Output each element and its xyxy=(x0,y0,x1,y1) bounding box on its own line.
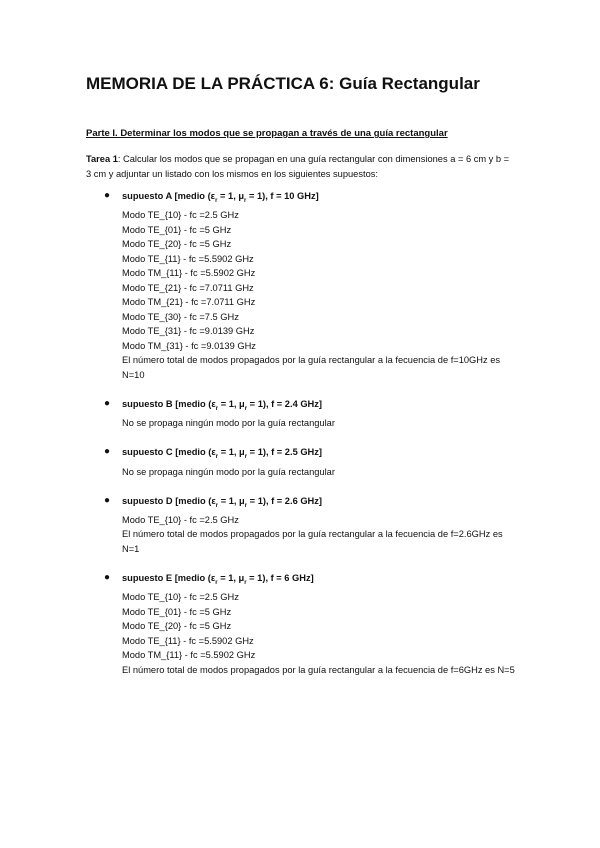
mode-line: No se propaga ningún modo por la guía rectangular xyxy=(122,418,335,429)
mode-line: Modo TE_{20} - fc =5 GHz xyxy=(122,621,232,632)
mode-line: Modo TE_{20} - fc =5 GHz xyxy=(122,239,232,250)
mode-line: Modo TE_{30} - fc =7.5 GHz xyxy=(122,311,239,322)
case-heading-part: = 1, μ xyxy=(218,447,245,458)
mode-line: Modo TE_{11} - fc =5.5902 GHz xyxy=(122,635,254,646)
mode-line: Modo TE_{10} - fc =2.5 GHz xyxy=(122,210,239,221)
case-heading-part: = 1), f = 2.4 GHz] xyxy=(247,398,323,409)
bullet-icon: ● xyxy=(104,571,111,583)
cases-list xyxy=(104,189,534,692)
page-title: MEMORIA DE LA PRÁCTICA 6: Guía Rectangular xyxy=(86,74,480,93)
mode-line: Modo TE_{10} - fc =2.5 GHz xyxy=(122,514,239,525)
case-heading-part: r xyxy=(244,579,247,586)
case-item xyxy=(104,189,534,382)
case-heading-part: = 1, μ xyxy=(218,398,245,409)
case-heading-part: = 1), f = 6 GHz] xyxy=(246,572,314,583)
mode-line: Modo TE_{01} - fc =5 GHz xyxy=(122,224,232,235)
bullet-icon: ● xyxy=(104,190,111,201)
case-summary: El número total de modos propagados por la guía rectangular a la fecuencia de f=10GHz es N=10 xyxy=(122,355,501,380)
mode-line: Modo TM_{31} - fc =9.0139 GHz xyxy=(122,340,256,351)
bullet-icon: ● xyxy=(104,494,111,506)
case-heading xyxy=(122,397,534,416)
case-heading-part: supuesto B [medio (ε xyxy=(122,398,216,409)
case-heading-part: supuesto D [medio (ε xyxy=(122,495,216,506)
mode-line: Modo TM_{21} - fc =7.0711 GHz xyxy=(122,297,256,308)
case-item xyxy=(104,571,534,677)
case-heading-part: = 1, μ xyxy=(217,572,245,583)
case-heading-part: r xyxy=(215,405,219,412)
task-label: Tarea 1 xyxy=(86,154,118,164)
case-heading-part: = 1, μ xyxy=(217,191,245,201)
case-summary: El número total de modos propagados por la guía rectangular a la fecuencia de f=2.6GHz es N=1 xyxy=(122,529,503,554)
case-heading-part: r xyxy=(215,197,218,204)
case-heading-part: r xyxy=(215,579,218,586)
case-heading-part: = 1), f = 10 GHz] xyxy=(246,191,319,201)
case-heading-part: r xyxy=(215,454,219,461)
mode-line: Modo TM_{11} - fc =5.5902 GHz xyxy=(122,268,256,279)
case-heading xyxy=(122,494,534,513)
task-text: : Calcular los modos que se propagan en una guía rectangular con dimensiones a = 6 cm y b = 3 cm y adjuntar un listado con los mismos en los siguientes supuestos: xyxy=(86,154,510,179)
bullet-icon: ● xyxy=(104,397,111,409)
mode-line: Modo TE_{31} - fc =9.0139 GHz xyxy=(122,326,255,337)
case-summary: El número total de modos propagados por la guía rectangular a la fecuencia de f=6GHz es N=5 xyxy=(122,664,515,675)
case-heading-part: r xyxy=(215,502,219,509)
case-heading-part: r xyxy=(244,405,248,412)
case-item xyxy=(104,494,534,557)
mode-line: Modo TM_{11} - fc =5.5902 GHz xyxy=(122,650,256,661)
case-heading-part: supuesto E [medio (ε xyxy=(122,572,216,583)
case-item xyxy=(104,397,534,431)
case-heading-part: = 1, μ xyxy=(218,495,245,506)
case-heading-part: r xyxy=(244,502,248,509)
mode-line: Modo TE_{01} - fc =5 GHz xyxy=(122,606,232,617)
case-heading xyxy=(122,189,534,208)
case-heading-part: supuesto A [medio (ε xyxy=(122,191,216,201)
bullet-icon: ● xyxy=(104,446,111,458)
mode-line: Modo TE_{10} - fc =2.5 GHz xyxy=(122,592,239,603)
case-item xyxy=(104,445,534,479)
case-heading-part: r xyxy=(244,454,248,461)
case-heading-part: r xyxy=(244,197,247,204)
case-heading xyxy=(122,571,534,590)
section-heading: Parte I. Determinar los modos que se propagan a través de una guía rectangular xyxy=(86,128,448,139)
mode-line: No se propaga ningún modo por la guía rectangular xyxy=(122,466,335,477)
case-heading-part: = 1), f = 2.5 GHz] xyxy=(247,447,323,458)
task-paragraph xyxy=(86,152,516,181)
mode-line: Modo TE_{21} - fc =7.0711 GHz xyxy=(122,282,254,293)
mode-line: Modo TE_{11} - fc =5.5902 GHz xyxy=(122,253,254,264)
case-heading xyxy=(122,445,534,464)
case-heading-part: supuesto C [medio (ε xyxy=(122,447,216,458)
case-heading-part: = 1), f = 2.6 GHz] xyxy=(247,495,323,506)
